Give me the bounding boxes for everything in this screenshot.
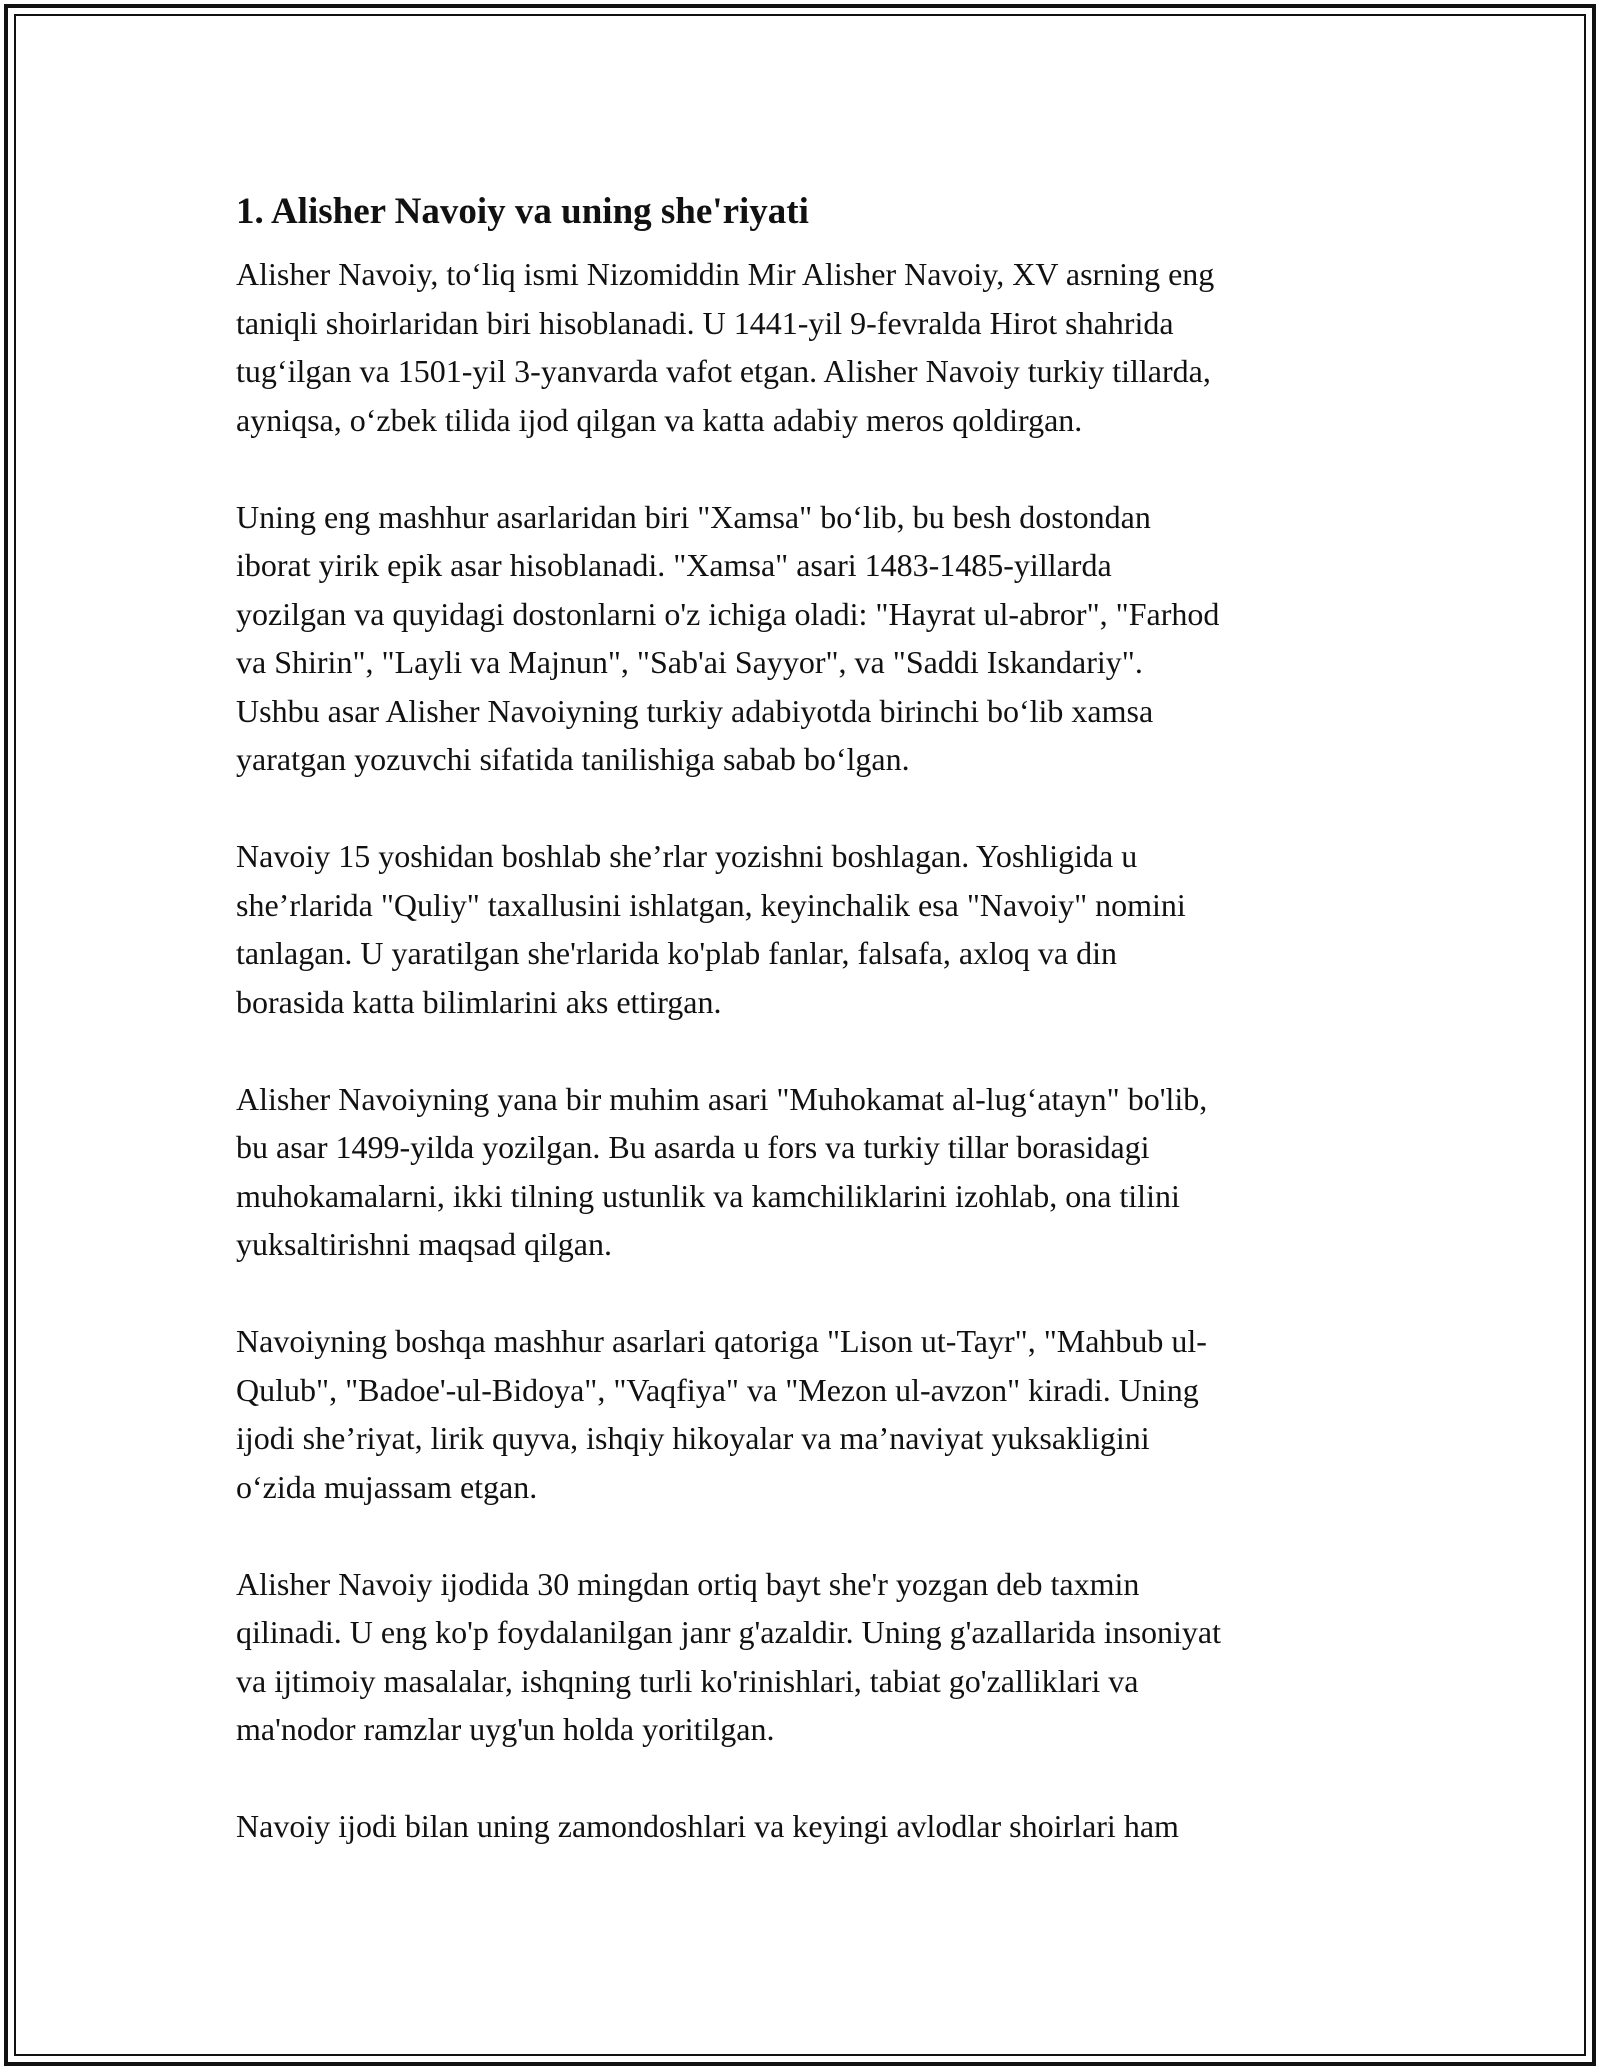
text-line: Uning eng mashhur asarlaridan biri "Xamsa" bo‘lib, bu besh dostondan bbox=[236, 498, 1151, 535]
document-body bbox=[236, 186, 1376, 1899]
text-line: Alisher Navoiy ijodida 30 mingdan ortiq bayt she'r yozgan deb taxmin bbox=[236, 1565, 1140, 1602]
text-line: Navoiy ijodi bilan uning zamondoshlari va keyingi avlodlar shoirlari ham bbox=[236, 1808, 1179, 1844]
text-line: ma'nodor ramzlar uyg'un holda yoritilgan. bbox=[236, 1711, 775, 1747]
text-line: she’rlarida "Quliy" taxallusini ishlatgan, keyinchalik esa "Navoiy" nomini bbox=[236, 886, 1186, 923]
text-line: va ijtimoiy masalalar, ishqning turli ko'rinishlari, tabiat go'zalliklari va bbox=[236, 1662, 1139, 1699]
paragraph-legacy bbox=[236, 1802, 1376, 1851]
text-line: yozilgan va quyidagi dostonlarni o'z ichiga oladi: "Hayrat ul-abror", "Farhod bbox=[236, 595, 1220, 632]
paragraph-muhokamat bbox=[236, 1075, 1376, 1269]
text-line: Navoiyning boshqa mashhur asarlari qatoriga "Lison ut-Tayr", "Mahbub ul- bbox=[236, 1323, 1207, 1359]
text-line: o‘zida mujassam etgan. bbox=[236, 1468, 538, 1505]
text-line: ayniqsa, o‘zbek tilida ijod qilgan va katta adabiy meros qoldirgan. bbox=[236, 401, 1083, 438]
paragraph-early-poetry bbox=[236, 832, 1376, 1026]
paragraph-ghazals bbox=[236, 1560, 1376, 1754]
text-line: bu asar 1499-yilda yozilgan. Bu asarda u fors va turkiy tillar borasidagi bbox=[236, 1129, 1150, 1165]
text-line: tanlagan. U yaratilgan she'rlarida ko'plab fanlar, falsafa, axloq va din bbox=[236, 935, 1117, 971]
text-line: Alisher Navoiyning yana bir muhim asari "Muhokamat al-lug‘atayn" bo'lib, bbox=[236, 1080, 1208, 1117]
text-line: Alisher Navoiy, to‘liq ismi Nizomiddin Mir Alisher Navoiy, XV asrning eng bbox=[236, 256, 1215, 292]
document-title: 1. Alisher Navoiy va uning she'riyati bbox=[236, 191, 809, 232]
text-line: taniqli shoirlaridan biri hisoblanadi. U 1441-yil 9-fevralda Hirot shahrida bbox=[236, 304, 1174, 341]
text-line: yaratgan yozuvchi sifatida tanilishiga sabab bo‘lgan. bbox=[236, 741, 910, 777]
text-line: qilinadi. U eng ko'p foydalanilgan janr g'azaldir. Uning g'azallarida insoniyat bbox=[236, 1614, 1222, 1650]
text-line: iborat yirik epik asar hisoblanadi. "Xamsa" asari 1483-1485-yillarda bbox=[236, 547, 1112, 583]
text-line: ijodi she’riyat, lirik quyva, ishqiy hikoyalar va ma’naviyat yuksakligini bbox=[236, 1420, 1150, 1456]
paragraph-biography bbox=[236, 250, 1376, 444]
text-line: tug‘ilgan va 1501-yil 3-yanvarda vafot etgan. Alisher Navoiy turkiy tillarda, bbox=[236, 353, 1211, 389]
text-line: Ushbu asar Alisher Navoiyning turkiy adabiyotda birinchi bo‘lib xamsa bbox=[236, 692, 1154, 729]
text-line: va Shirin", "Layli va Majnun", "Sab'ai Sayyor", va "Saddi Iskandariy". bbox=[236, 644, 1143, 680]
text-line: borasida katta bilimlarini aks ettirgan. bbox=[236, 983, 722, 1020]
paragraph-other-works bbox=[236, 1317, 1376, 1511]
text-line: Qulub", "Badoe'-ul-Bidoya", "Vaqfiya" va "Mezon ul-avzon" kiradi. Uning bbox=[236, 1371, 1199, 1408]
paragraph-xamsa bbox=[236, 493, 1376, 784]
text-line: Navoiy 15 yoshidan boshlab she’rlar yozishni boshlagan. Yoshligida u bbox=[236, 838, 1138, 874]
text-line: yuksaltirishni maqsad qilgan. bbox=[236, 1226, 612, 1262]
text-line: muhokamalarni, ikki tilning ustunlik va kamchiliklarini izohlab, ona tilini bbox=[236, 1177, 1180, 1214]
